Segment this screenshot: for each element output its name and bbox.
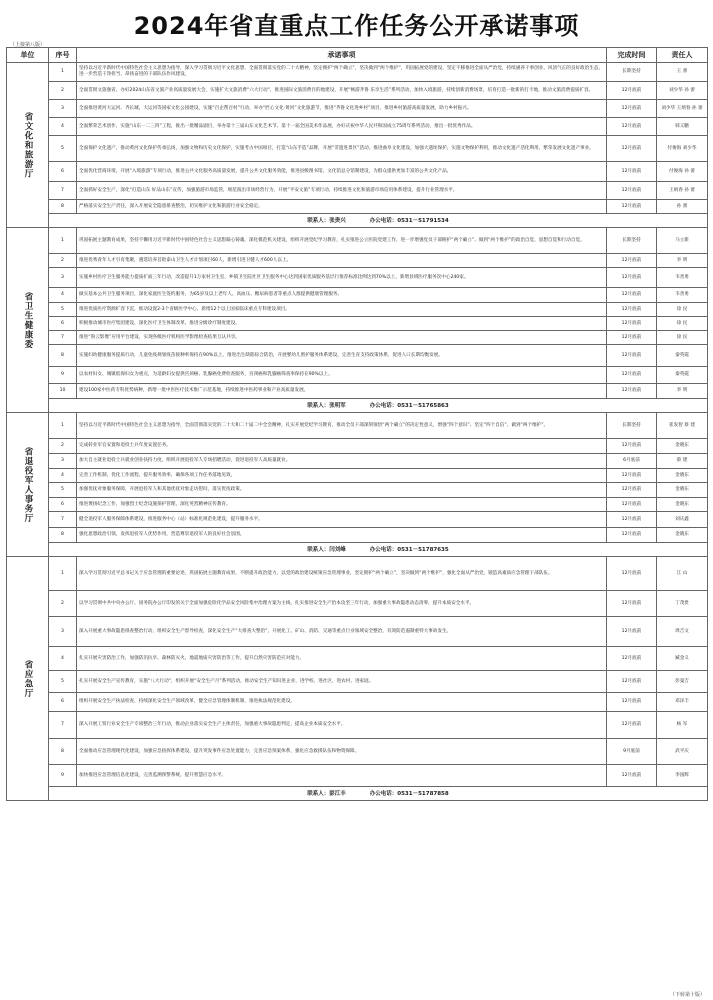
- completion-time: 9月底前: [607, 739, 657, 765]
- unit-cell: 省应急厅: [7, 557, 49, 801]
- row-number: 8: [49, 345, 77, 367]
- responsible-person: 金晓东: [657, 498, 708, 512]
- commitment-text: 推进优秀青年人才引育集聚，遴选培养首批泰山卫生人才计划项目60人，新增引进卫健人才600人以上。: [77, 254, 607, 268]
- responsible-person: 李 明: [657, 254, 708, 268]
- responsible-person: 江 山: [657, 557, 708, 591]
- commitment-text: 全面保护文化遗产，推动黄河文化保护传承弘扬，加强文物和历史文化保护，实施考古中国项目，打造“山东手造”品牌，开展“非遗进景区”活动，推进曲阜文化建设，加强大遗址保护，实施文物保护利用，推动文化遗产活化利用，繁荣发展文化遗产事业。: [77, 136, 607, 162]
- completion-time: 12月底前: [607, 254, 657, 268]
- row-number: 6: [49, 162, 77, 182]
- table-row: [7, 512, 708, 528]
- table-row: [7, 317, 708, 331]
- completion-time: 12月底前: [607, 498, 657, 512]
- responsible-person: 彭曼吉: [657, 671, 708, 693]
- row-number: 3: [49, 617, 77, 647]
- responsible-person: 李 明: [657, 384, 708, 399]
- responsible-person: 丁茂贵: [657, 591, 708, 617]
- row-number: 5: [49, 136, 77, 162]
- row-number: 2: [49, 439, 77, 454]
- completion-time: 12月底前: [607, 557, 657, 591]
- table-row: [7, 528, 708, 543]
- commitment-text: 深入开展工贸行业安全生产专项整治三年行动，推动企业落实安全生产主体责任，加强重大事故隐患判定，提高企业本质安全水平。: [77, 712, 607, 739]
- table-row: [7, 693, 708, 712]
- responsible-person: 蔡 建: [657, 454, 708, 469]
- row-number: 4: [49, 288, 77, 303]
- commitment-text: 积极推动城市医疗集团建设，深化医疗卫生体制改革，推进分级诊疗制度建设。: [77, 317, 607, 331]
- completion-time: 12月底前: [607, 136, 657, 162]
- commitment-text: 深入开展重大事故隐患排查整治行动，组织安全生产督导检查，深化安全生产“大排查大整治”，开展化工、矿山、消防、交通等重点行业领域安全整治，有效防范遏制重特大事故发生。: [77, 617, 607, 647]
- header-resp: 责任人: [657, 48, 708, 63]
- commitment-text: 以农村妇女、城镇低保妇女为重点，为适龄妇女提供宫颈癌、乳腺癌免费检查服务，宫颈癌和乳腺癌筛查率保持在90%以上。: [77, 367, 607, 384]
- completion-time: 12月底前: [607, 162, 657, 182]
- commitment-text: 全面抓好安全生产，深化“打造山东 好品山东”宣传，加强旅游市场监管，规范演出市场经营行为，开展“平安文旅”专项行动，持续推进文化和旅游市场信用体系建设，提升行业管理水平。: [77, 182, 607, 200]
- table-row: [7, 498, 708, 512]
- row-number: 9: [49, 367, 77, 384]
- continued-footer: （下转第十版）: [669, 992, 705, 998]
- table-row: [7, 136, 708, 162]
- commitment-text: 扎实开展安全生产宣传教育，实施“八大行动”，组织开展“安全生产月”系列活动，推动安全生产知识进企业、进学校、进社区、进农村、进家庭。: [77, 671, 607, 693]
- unit-cell: 省卫生健康委: [7, 228, 49, 413]
- completion-time: 12月底前: [607, 693, 657, 712]
- contact-person: 联系人：闫刘峰: [307, 546, 346, 553]
- row-number: 4: [49, 647, 77, 671]
- completion-time: 12月底前: [607, 182, 657, 200]
- completion-time: 12月底前: [607, 469, 657, 483]
- table-row: [7, 82, 708, 100]
- row-number: 1: [49, 228, 77, 254]
- completion-time: 12月底前: [607, 100, 657, 118]
- table-row: [7, 200, 708, 214]
- completion-time: 12月底前: [607, 268, 657, 288]
- header-unit: 单位: [7, 48, 49, 63]
- table-row: [7, 765, 708, 787]
- commitment-text: 坚持以习近平新时代中国特色社会主义思想为指导，深入学习贯彻习近平文化思想、全面贯彻落实党的二十大精神，坚定拥护“两个确立”，坚决做到“两个维护”，巩固拓展党的建设，坚定不移推进全面从严治党，持续涵养干事创业、风清气正的良好政治生态，进一步营造干净担当、昂扬奋进的干部队伍作风建设。: [77, 63, 607, 82]
- completion-time: 长期坚持: [607, 413, 657, 439]
- completion-time: 12月底前: [607, 384, 657, 399]
- responsible-person: 王 蕾: [657, 63, 708, 82]
- table-row: [7, 331, 708, 345]
- contact-phone: 办公电话：0531－51765863: [369, 402, 449, 409]
- table-row: [7, 617, 708, 647]
- responsible-person: 李国辉: [657, 765, 708, 787]
- responsible-person: 杨 军: [657, 712, 708, 739]
- row-number: 3: [49, 268, 77, 288]
- table-row: [7, 739, 708, 765]
- table-row: [7, 483, 708, 498]
- table-row: [7, 162, 708, 182]
- responsible-person: 金晓东: [657, 469, 708, 483]
- commitment-table: [6, 47, 708, 801]
- completion-time: 12月底前: [607, 712, 657, 739]
- responsible-person: 徐 民: [657, 303, 708, 317]
- table-row: [7, 182, 708, 200]
- row-number: 3: [49, 454, 77, 469]
- responsible-person: 武平庆: [657, 739, 708, 765]
- responsible-person: 马立新: [657, 228, 708, 254]
- header-time: 完成时间: [607, 48, 657, 63]
- responsible-person: 金晓东: [657, 439, 708, 454]
- header-no: 序号: [49, 48, 77, 63]
- row-number: 2: [49, 591, 77, 617]
- contact-row: [7, 787, 708, 801]
- table-row: [7, 591, 708, 617]
- contact-row: [7, 214, 708, 228]
- completion-time: 12月底前: [607, 617, 657, 647]
- completion-time: 12月底前: [607, 303, 657, 317]
- responsible-person: 韩义鹏: [657, 118, 708, 136]
- unit-cell: 省文化和旅游厅: [7, 63, 49, 228]
- row-number: 7: [49, 331, 77, 345]
- contact-row: [7, 543, 708, 557]
- commitment-text: 加大自主就业退役士兵就业创业扶持力度，组织开展退役军人专场招聘活动，促进退役军人高质量就业。: [77, 454, 607, 469]
- commitment-text: 推进“鲁云影像”应用平台建设，实现各级医疗机构医学影像检查结果互认共享。: [77, 331, 607, 345]
- table-row: [7, 557, 708, 591]
- completion-time: 6月底前: [607, 454, 657, 469]
- table-row: [7, 647, 708, 671]
- row-number: 7: [49, 712, 77, 739]
- completion-time: 12月底前: [607, 591, 657, 617]
- responsible-person: 崔发智 蔡 建: [657, 413, 708, 439]
- row-number: 6: [49, 693, 77, 712]
- commitment-text: 完善工作机制，优化工作流程，提升服务效率，确保各项工作任务落地见效。: [77, 469, 607, 483]
- completion-time: 长期坚持: [607, 63, 657, 82]
- unit-cell: 省退役军人事务厅: [7, 413, 49, 557]
- completion-time: 12月底前: [607, 345, 657, 367]
- row-number: 5: [49, 303, 77, 317]
- completion-time: 12月底前: [607, 317, 657, 331]
- row-number: 7: [49, 182, 77, 200]
- row-number: 2: [49, 254, 77, 268]
- responsible-person: 徐 民: [657, 317, 708, 331]
- commitment-text: 做实基本公共卫生服务项目，深化家庭医生签约服务，为65岁及以上老年人、高血压、糖尿病患者等重点人群提供健康管理服务。: [77, 288, 607, 303]
- completion-time: 12月底前: [607, 647, 657, 671]
- table-row: [7, 254, 708, 268]
- completion-time: 长期坚持: [607, 228, 657, 254]
- row-number: 1: [49, 413, 77, 439]
- commitment-text: 加快推进应急管理信息化建设，完善监测预警系统，提升智慧应急水平。: [77, 765, 607, 787]
- table-row: [7, 439, 708, 454]
- responsible-person: 付俊海 孙 蕾: [657, 162, 708, 182]
- completion-time: 12月底前: [607, 439, 657, 454]
- responsible-person: 刘庆鑫: [657, 512, 708, 528]
- commitment-text: 推进褒扬纪念工作，加强烈士纪念设施保护管理，深化英烈精神宣传教育。: [77, 498, 607, 512]
- completion-time: 12月底前: [607, 288, 657, 303]
- commitment-text: 全面推动应急管理现代化建设，加强应急指挥体系建设，提升突发事件应急处置能力，完善应急预案体系，强化应急救援队伍和物资保障。: [77, 739, 607, 765]
- contact-person: 联系人：张明军: [307, 402, 346, 409]
- table-row: [7, 469, 708, 483]
- commitment-text: 全面优化营商环境，开展“入境旅游”专项行动，推进公共文化服务高质量发展，提升公共文化服务效能，推进县级图书馆、文化馆总分馆制建设，为群众提供更加丰富的公共文化产品。: [77, 162, 607, 182]
- table-row: [7, 413, 708, 439]
- commitment-text: 全面贯彻文旅强省、办好2024山东省文旅产业高质量发展大会，实施扩大文旅消费“六大行动”，推进国际文旅消费目的地建设，开展“畅游齐鲁 乐享生活”系列活动，加快入境旅游，持续创新消费场景，培育打造一批新的打卡地，推动文旅消费提质扩容。: [77, 82, 607, 100]
- completion-time: 12月底前: [607, 118, 657, 136]
- commitment-text: 组织开展安全生产执法检查，持续深化安全生产领域改革，健全应急管理体制机制，推进执法规范化建设。: [77, 693, 607, 712]
- completion-time: 12月底前: [607, 483, 657, 498]
- table-row: [7, 367, 708, 384]
- contact-cell: [49, 787, 708, 801]
- contact-person: 联系人：张贵兴: [307, 217, 346, 224]
- table-row: [7, 345, 708, 367]
- contact-cell: [49, 543, 708, 557]
- responsible-person: 王炳春 孙 蕾: [657, 182, 708, 200]
- commitment-text: 健全退役军人服务保障体系建设，推进服务中心（站）标准化规范化建设，提升服务水平。: [77, 512, 607, 528]
- table-row: [7, 288, 708, 303]
- row-number: 1: [49, 63, 77, 82]
- completion-time: 12月底前: [607, 82, 657, 100]
- responsible-person: 臧金义: [657, 647, 708, 671]
- row-number: 8: [49, 528, 77, 543]
- table-row: [7, 63, 708, 82]
- table-row: [7, 712, 708, 739]
- commitment-text: 严格落实安全生产责任，深入开展安全隐患排查整治，切实维护文化和旅游行业安全稳定。: [77, 200, 607, 214]
- responsible-person: 孙 蕾: [657, 200, 708, 214]
- responsible-person: 刘少华 孙 蕾: [657, 82, 708, 100]
- contact-person: 联系人：彭江丰: [307, 790, 346, 797]
- header-item: 承诺事项: [77, 48, 607, 63]
- commitment-text: 建设100家中医药专科优势病种，新增一批中医医疗技术推广示范基地，持续推进中医药事业和产业高质量发展。: [77, 384, 607, 399]
- commitment-text: 扎实开展灾害防治工作，加强防汛抗旱、森林防灭火、地震地质灾害防治等工作，提升自然灾害防范应对能力。: [77, 647, 607, 671]
- responsible-person: 刘少华 王炳春 孙 蕾: [657, 100, 708, 118]
- commitment-text: 推进优质医疗资源扩容下沉，推动设置2-3个省级医学中心，新增12个以上国家临床重点专科建设项目。: [77, 303, 607, 317]
- completion-time: 12月底前: [607, 367, 657, 384]
- table-body: [7, 63, 708, 801]
- contact-row: [7, 399, 708, 413]
- row-number: 5: [49, 483, 77, 498]
- table-row: [7, 228, 708, 254]
- completion-time: 12月底前: [607, 512, 657, 528]
- row-number: 6: [49, 317, 77, 331]
- row-number: 6: [49, 498, 77, 512]
- responsible-person: 周吉文: [657, 617, 708, 647]
- responsible-person: 秦英霞: [657, 345, 708, 367]
- commitment-text: 加强优抚对象服务保障，开展退役军人和其他优抚对象走访慰问，落实优抚政策。: [77, 483, 607, 498]
- responsible-person: 金晓东: [657, 528, 708, 543]
- row-number: 7: [49, 512, 77, 528]
- responsible-person: 邓泽丰: [657, 693, 708, 712]
- table-row: [7, 303, 708, 317]
- responsible-person: 付俊海 刘少华: [657, 136, 708, 162]
- responsible-person: 徐 民: [657, 331, 708, 345]
- table-row: [7, 118, 708, 136]
- row-number: 8: [49, 739, 77, 765]
- row-number: 10: [49, 384, 77, 399]
- commitment-text: 深入学习贯彻习近平总书记关于应急管理的重要论述，巩固拓展主题教育成果，不断提升政治能力，以党的政治建设统领应急管理事业，坚定拥护“两个确立”，坚决做到“两个维护”，强化全面从严治党，锻造高素质应急管理干部队伍。: [77, 557, 607, 591]
- commitment-text: 以学习贯彻中共中央办公厅、国务院办公厅印发的关于全面加强危险化学品安全风险集中治理方案为主线，扎实推进安全生产治本攻坚三年行动，加强重大事故隐患动态清零，提升本质安全水平。: [77, 591, 607, 617]
- contact-phone: 办公电话：0531－51787635: [369, 546, 449, 553]
- completion-time: 12月底前: [607, 200, 657, 214]
- completion-time: 12月底前: [607, 765, 657, 787]
- table-header-row: [7, 48, 708, 63]
- contact-cell: [49, 214, 708, 228]
- contact-phone: 办公电话：0531－51787858: [369, 790, 449, 797]
- commitment-text: 巩固拓展主题教育成果，坚持不懈用习近平新时代中国特色社会主义思想凝心铸魂，深化模范机关建设，组织开展党纪学习教育，扎实推进公立医院党建工作，进一步增强党员干部拥护“两个确立”、做到“两个维护”的政治自觉、思想自觉和行动自觉。: [77, 228, 607, 254]
- commitment-text: 强化思想政治引领，发挥退役军人优势作用，营造尊崇退役军人的良好社会氛围。: [77, 528, 607, 543]
- row-number: 4: [49, 118, 77, 136]
- commitment-text: 完成转业军官安置和退役士兵年度安置任务。: [77, 439, 607, 454]
- row-number: 9: [49, 765, 77, 787]
- row-number: 3: [49, 100, 77, 118]
- commitment-text: 全面繁荣艺术创作，实施“山东一二三四”工程，推出一批精品剧目，举办第十三届山东文化艺术节、第十一届全国美术作品展，办好庆祝中华人民共和国成立75周年系列活动，推出一批优秀作品。: [77, 118, 607, 136]
- page-title: 2024年省直重点工作任务公开承诺事项: [133, 12, 580, 40]
- row-number: 2: [49, 82, 77, 100]
- row-number: 8: [49, 200, 77, 214]
- table-row: [7, 384, 708, 399]
- completion-time: 12月底前: [607, 331, 657, 345]
- responsible-person: 韦善勇: [657, 288, 708, 303]
- continued-note: （上接第八版）: [10, 42, 46, 48]
- table-row: [7, 671, 708, 693]
- contact-cell: [49, 399, 708, 413]
- table-row: [7, 454, 708, 469]
- commitment-text: 实施妇幼健康服务提质行动，儿童免疫规划疫苗接种率保持在90%以上，推进出生缺陷综合防治，开展婴幼儿照护服务体系建设，完善生育支持政策体系，促进人口长期均衡发展。: [77, 345, 607, 367]
- commitment-text: 坚持以习近平新时代中国特色社会主义思想为指导，全面贯彻落实党的二十大和二十届二中全会精神，扎实开展党纪学习教育，推动全员干部深刻领悟“两个确立”的决定性意义，增强“四个意识”、坚定“四个自信”、做到“两个维护”。: [77, 413, 607, 439]
- responsible-person: 韦善勇: [657, 268, 708, 288]
- responsible-person: 金晓东: [657, 483, 708, 498]
- commitment-text: 全面推进黄河大运河、齐长城、大运河等国家文化公园建设，实施“百企帮百村”行动，举办“匠心文化·黄河”文化旅游节，推进“齐鲁文化进乡村”项目，推进乡村旅游高质量发展，助力乡村振兴。: [77, 100, 607, 118]
- commitment-text: 实施乡村医疗卫生服务能力提质扩面三年行动，改造提升1万家村卫生室，乡镇卫生院社区卫生服务中心达到国家优质服务基层行推荐标准比例达到70%以上，新增县域医疗服务次中心240家。: [77, 268, 607, 288]
- contact-phone: 办公电话：0531－51791534: [369, 217, 449, 224]
- row-number: 4: [49, 469, 77, 483]
- row-number: 5: [49, 671, 77, 693]
- table-row: [7, 268, 708, 288]
- table-row: [7, 100, 708, 118]
- completion-time: 12月底前: [607, 528, 657, 543]
- responsible-person: 秦英霞: [657, 367, 708, 384]
- completion-time: 12月底前: [607, 671, 657, 693]
- row-number: 1: [49, 557, 77, 591]
